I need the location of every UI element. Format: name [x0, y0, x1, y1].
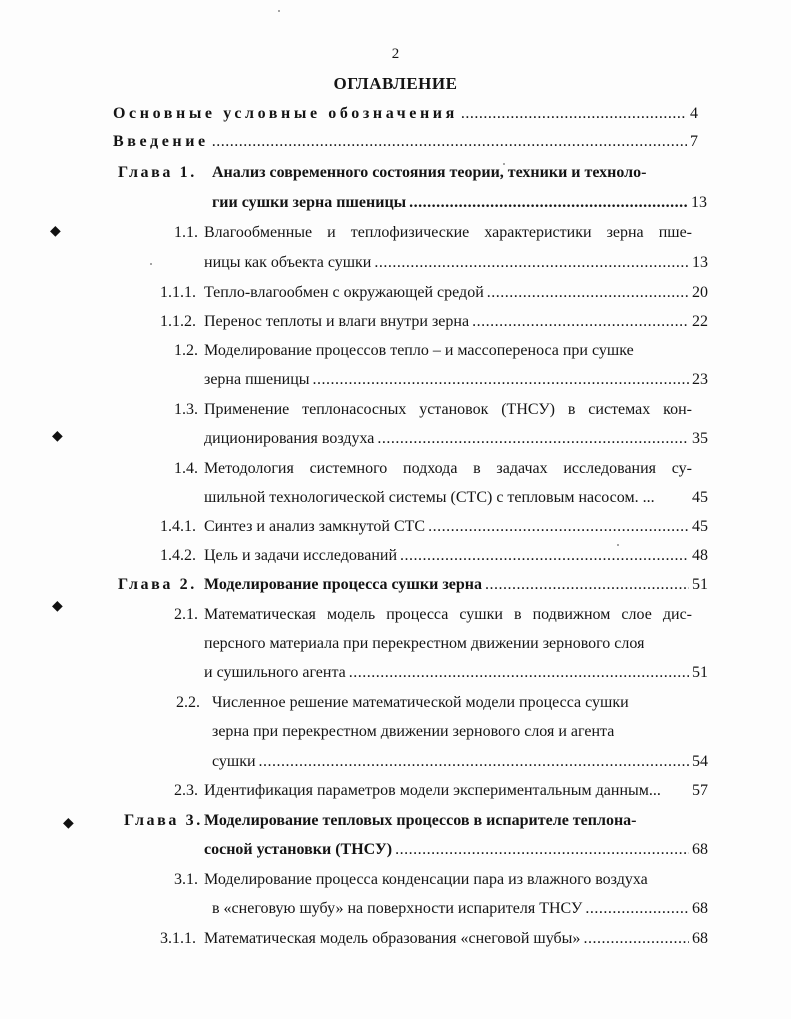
toc-entry[interactable]: диционирования воздуха ..... 35	[204, 429, 708, 449]
toc-entry-text[interactable]: Моделирование тепловых процессов в испарителе теплона-	[204, 812, 637, 829]
scan-speck	[150, 263, 152, 265]
scan-speck	[278, 10, 280, 12]
toc-section-number: 1.4.	[174, 460, 198, 477]
toc-section-number: 1.1.	[174, 224, 198, 241]
toc-entry[interactable]: ницы как объекта сушки ..... 13	[204, 253, 708, 273]
toc-section-number: 3.1.	[174, 871, 198, 888]
toc-entry-text[interactable]: Моделирование процесса конденсации пара из влажного воздуха	[204, 871, 648, 888]
toc-entry[interactable]: Цель и задачи исследований ..... 48	[204, 546, 708, 566]
toc-section-number: 1.1.2.	[160, 313, 196, 330]
toc-entry[interactable]: гии сушки зерна пшеницы ..... 13	[212, 193, 707, 213]
toc-entry[interactable]: Перенос теплоты и влаги внутри зерна ..... 22	[204, 312, 708, 332]
scan-mark: ◆	[52, 429, 63, 444]
toc-section-number: 2.1.	[174, 606, 198, 623]
toc-entry-text[interactable]: Моделирование процессов тепло – и массопереноса при сушке	[204, 342, 634, 359]
toc-entry-text[interactable]: зерна при перекрестном движении зернового слоя и агента	[212, 723, 615, 740]
toc-entry[interactable]: Математическая модель образования «снеговой шубы» ..... 68	[204, 929, 708, 949]
toc-entry[interactable]: Тепло-влагообмен с окружающей средой ..... 20	[204, 283, 708, 303]
toc-section-number: 3.1.1.	[160, 930, 196, 947]
toc-chapter-number: Глава 2.	[118, 576, 197, 593]
toc-entry-text[interactable]: Методология системного подхода в задачах исследования су-	[204, 460, 692, 477]
toc-entry-text[interactable]: персного материала при перекрестном движении зернового слоя	[204, 635, 645, 652]
toc-entry[interactable]: в «снеговую шубу» на поверхности испарителя ТНСУ ..... 68	[212, 899, 708, 919]
toc-entry-text[interactable]: Анализ современного состояния теории, техники и техноло-	[212, 164, 647, 181]
toc-section-number: 1.1.1.	[160, 284, 196, 301]
toc-section-number: 1.4.2.	[160, 547, 196, 564]
toc-entry[interactable]: сушки ..... 54	[212, 752, 708, 772]
scan-mark: ◆	[52, 599, 63, 614]
toc-entry-text[interactable]: Применение теплонасосных установок (ТНСУ) в системах кон-	[204, 401, 692, 418]
toc-section-number: 1.4.1.	[160, 518, 196, 535]
toc-entry-text[interactable]: Численное решение математической модели процесса сушки	[212, 694, 629, 711]
toc-entry[interactable]: Идентификация параметров модели экспериментальным данным... 57	[204, 782, 708, 799]
toc-chapter-number: Глава 1.	[118, 164, 197, 181]
page-title: ОГЛАВЛЕНИЕ	[333, 74, 458, 93]
toc-section-number: 2.3.	[174, 782, 198, 799]
scan-mark: ◆	[50, 224, 61, 239]
toc-entry[interactable]: Основные условные обозначения ..... 4	[113, 104, 698, 124]
toc-section-number: 2.2.	[176, 694, 200, 711]
toc-entry-text[interactable]: Математическая модель процесса сушки в подвижном слое дис-	[204, 606, 692, 623]
toc-entry[interactable]: Введение ..... 7	[113, 132, 698, 152]
toc-entry[interactable]: и сушильного агента ..... 51	[204, 663, 708, 683]
toc-entry[interactable]: сосной установки (ТНСУ) ..... 68	[204, 840, 708, 860]
toc-entry[interactable]: шильной технологической системы (СТС) с тепловым насосом. ... 45	[204, 489, 708, 506]
toc-section-number: 1.2.	[174, 342, 198, 359]
toc-section-number: 1.3.	[174, 401, 198, 418]
toc-entry[interactable]: зерна пшеницы ..... 23	[204, 370, 708, 390]
toc-entry[interactable]: Синтез и анализ замкнутой СТС ..... 45	[204, 517, 708, 537]
page-number: 2	[391, 46, 400, 62]
toc-entry-text[interactable]: Влагообменные и теплофизические характеристики зерна пше-	[204, 224, 692, 241]
scan-mark: ◆	[63, 816, 74, 831]
toc-chapter-number: Глава 3.	[124, 812, 203, 829]
toc-entry[interactable]: Моделирование процесса сушки зерна ..... 51	[204, 575, 708, 595]
